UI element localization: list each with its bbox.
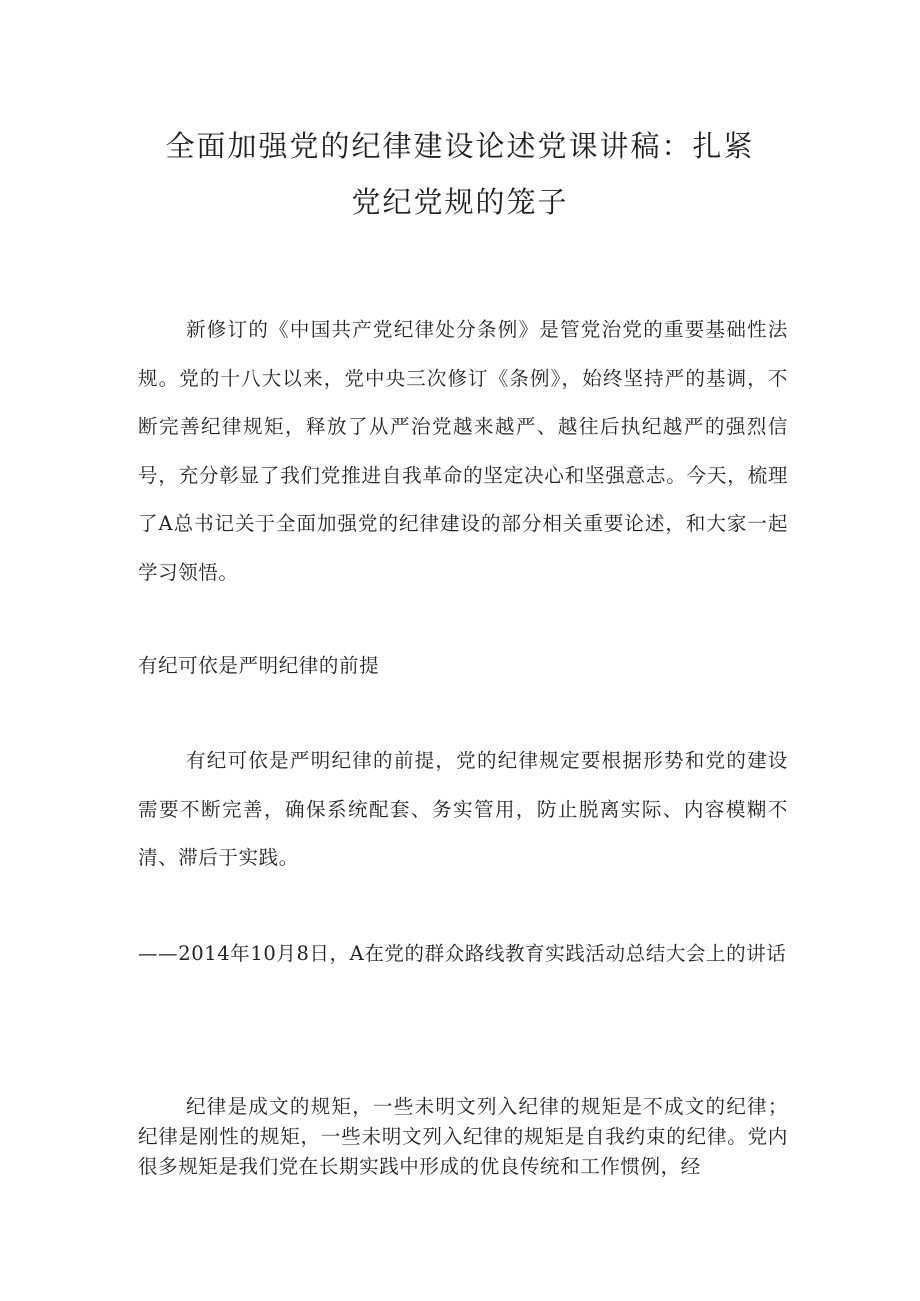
- title-line-2: 党纪党规的笼子: [351, 185, 569, 219]
- body-paragraph-continued: 纪律是成文的规矩，一些未明文列入纪律的规矩是不成文的纪律；纪律是刚性的规矩，一些未明文列入纪律的规矩是自我约束的纪律。党内很多规矩是我们党在长期实践中形成的优良传统和工作惯例，经: [138, 1095, 788, 1178]
- section-heading: 有纪可依是严明纪律的前提: [138, 654, 380, 677]
- quote-source: ——2014年10月8日，A在党的群众路线教育实践活动总结大会上的讲话: [138, 942, 787, 965]
- title-line-1: 全面加强党的纪律建设论述党课讲稿：扎紧: [165, 129, 755, 163]
- intro-paragraph: 新修订的《中国共产党纪律处分条例》是管党治党的重要基础性法规。党的十八大以来，党中央三次修订《条例》，始终坚持严的基调，不断完善纪律规矩，释放了从严治党越来越严、越往后执纪越严的强烈信号，充分彰显了我们党推进自我革命的坚定决心和坚强意志。今天，梳理了A总书记关于全面加强党的纪律建设的部分相关重要论述，和大家一起学习领悟。: [138, 318, 788, 584]
- document-title: [120, 118, 800, 230]
- body-paragraph: 有纪可依是严明纪律的前提，党的纪律规定要根据形势和党的建设需要不断完善，确保系统配套、务实管用，防止脱离实际、内容模糊不清、滞后于实践。: [138, 749, 788, 869]
